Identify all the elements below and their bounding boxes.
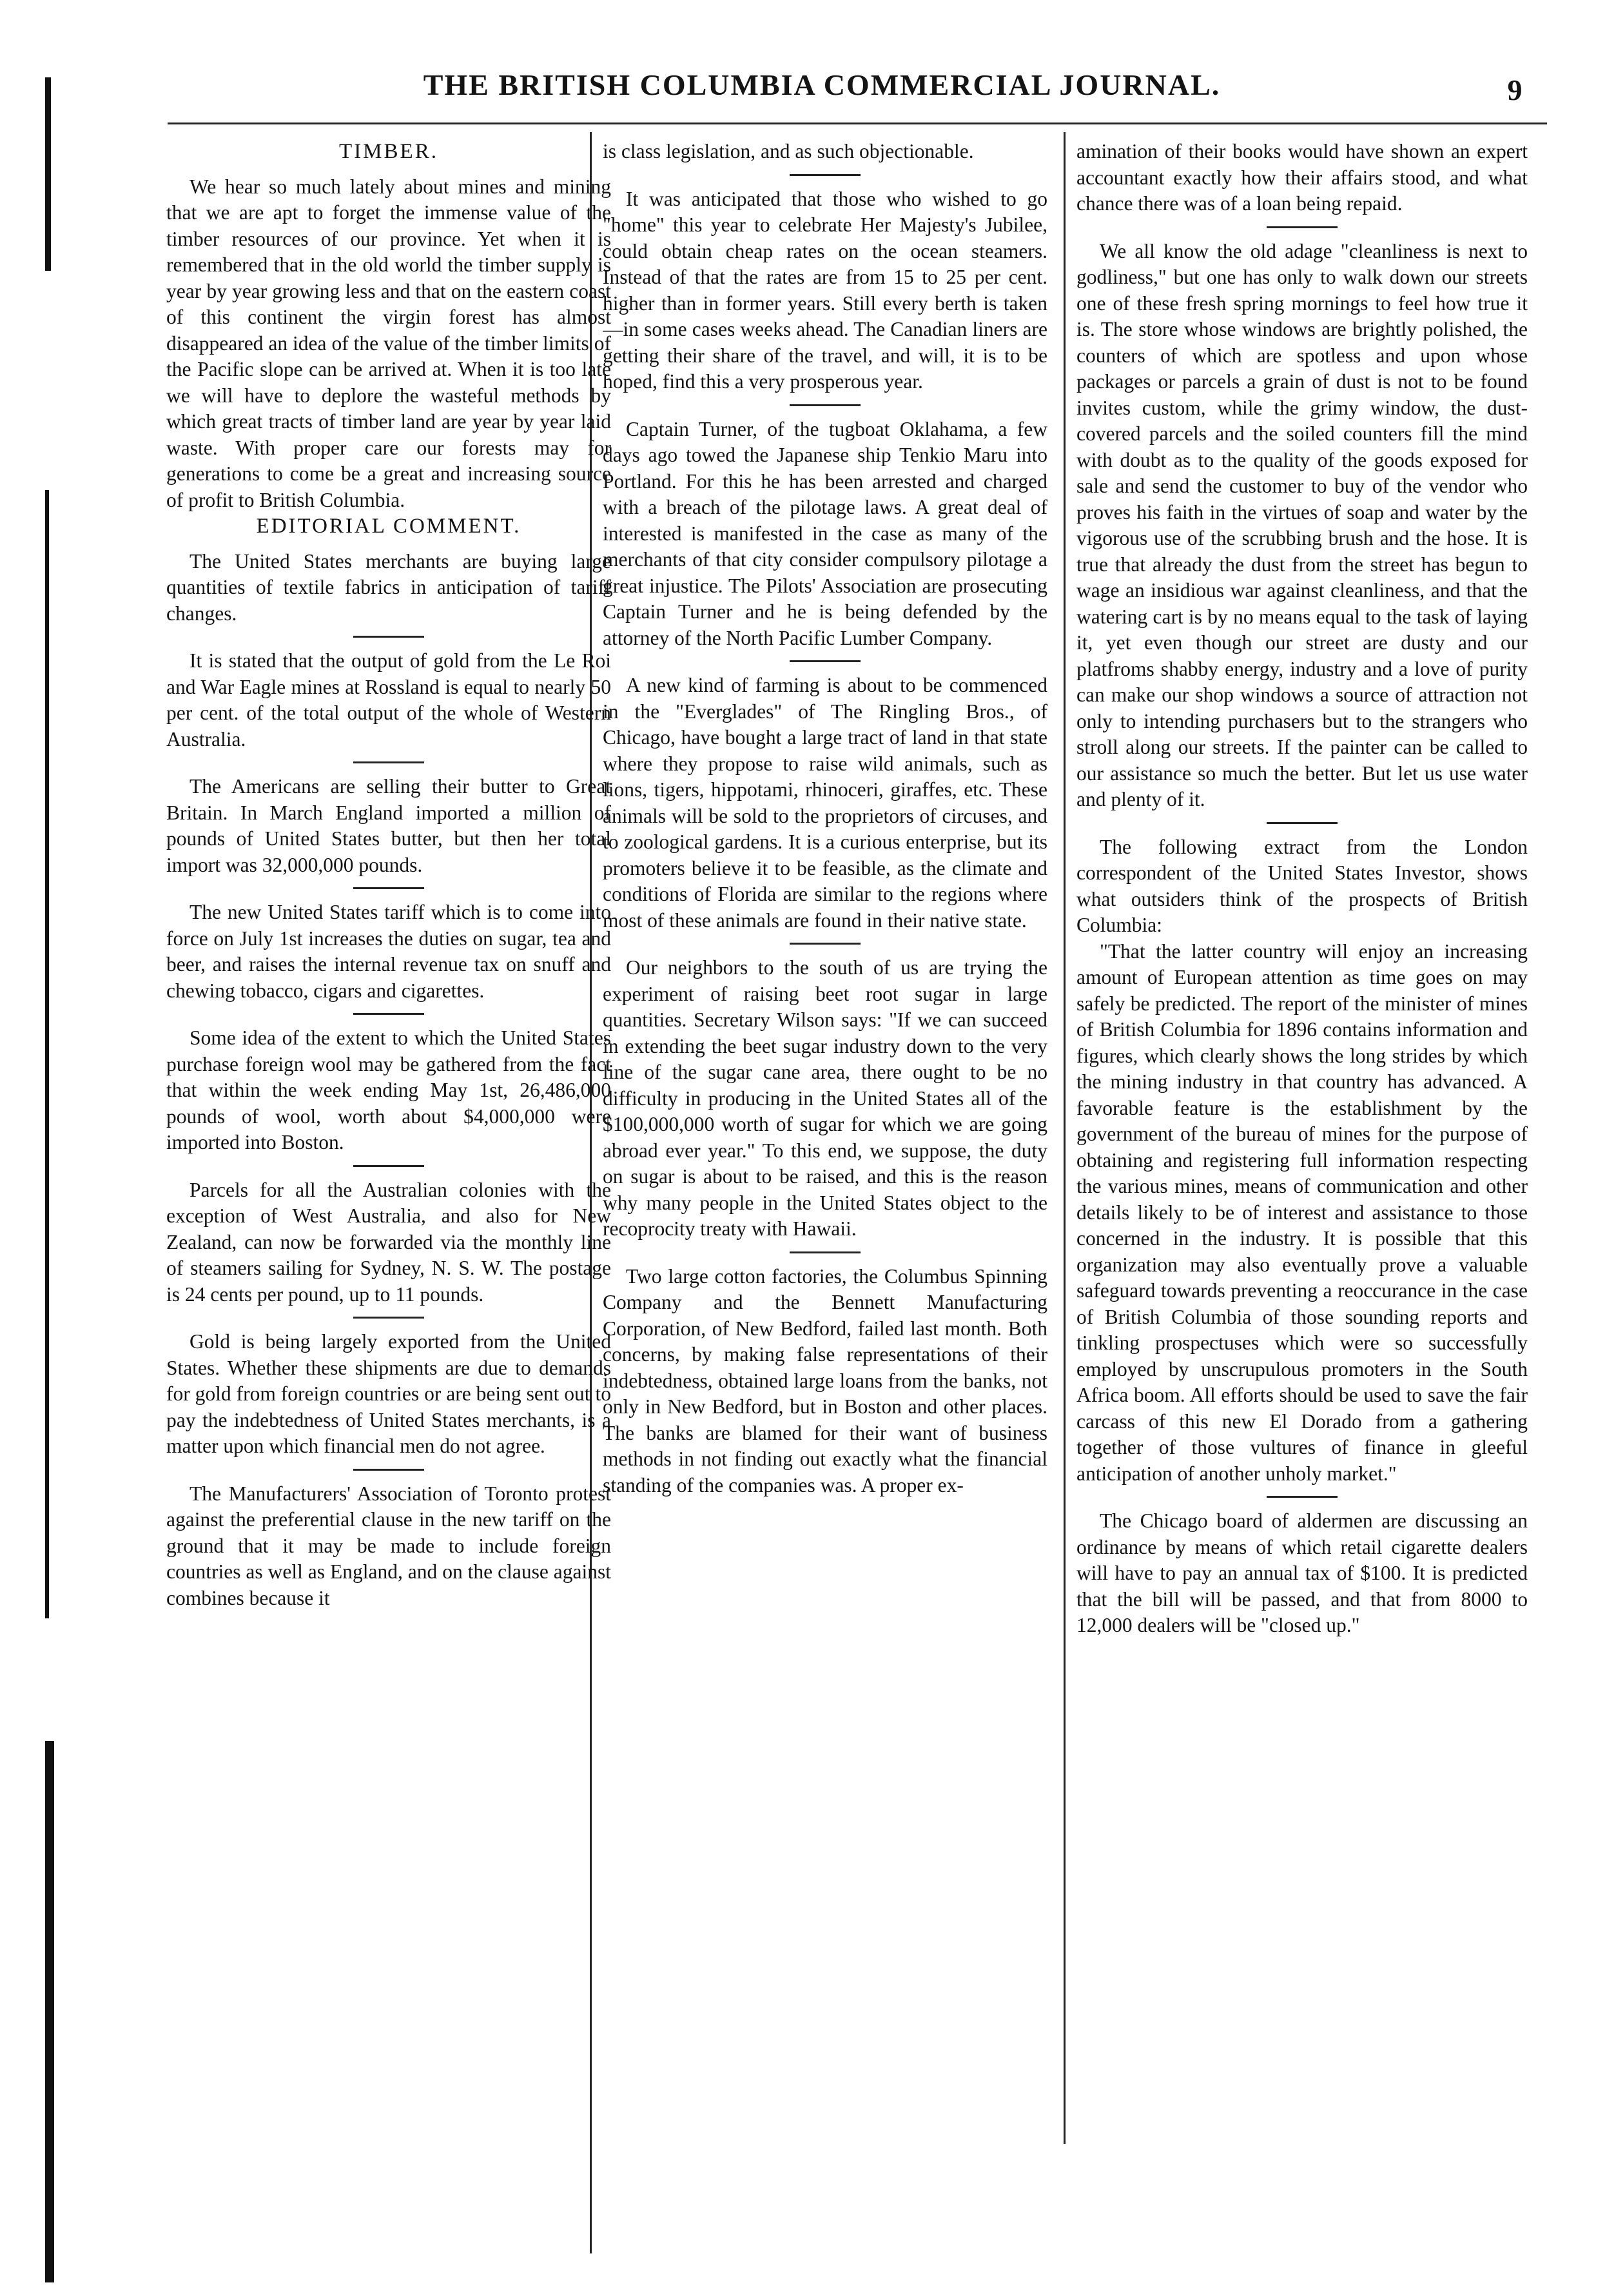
item-separator: [353, 1317, 424, 1319]
item-separator: [790, 174, 861, 176]
article-paragraph: It is stated that the output of gold from the Le Roi and War Eagle mines at Rossland is equal to nearly 50 per cent. of the total output of the whole of Western Australia.: [166, 649, 611, 751]
item-separator: [353, 761, 424, 763]
article-paragraph: Captain Turner, of the tugboat Oklahama, a few days ago towed the Japanese ship Tenkio Maru into Portland. For this he has been arrested and charged with a breach of the pilotage laws. A great deal of interested is manifested in the case as many of the merchants of that city consider compulsory pilotage a great injustice. The Pilots' Association are prosecuting Captain Turner and he is being defended by the attorney of the North Pacific Lumber Company.: [603, 417, 1047, 649]
item-separator: [790, 660, 861, 662]
item-separator: [1267, 226, 1338, 228]
column-2: [603, 139, 1047, 2266]
item-separator: [353, 636, 424, 638]
article-paragraph: We hear so much lately about mines and mining that we are apt to forget the immense value of the timber resources of our province. Yet when it is remembered that in the old world the timber supply is year by year growing less and that on the eastern coast of this continent the virgin forest has almost disappeared an idea of the value of the timber limits of the Pacific slope can be arrived at. When it is too late we will have to deplore the wasteful methods by which great tracts of timber land are year by year laid waste. With proper care our forests may for generations to come be a great and increasing source of profit to British Columbia.: [166, 175, 611, 511]
article-paragraph: Our neighbors to the south of us are trying the experiment of raising beet root sugar in large quantities. Secretary Wilson says: "If we can succeed in extending the beet sugar industry down to the very line of the sugar cane area, there ought to be no difficulty in producing in the United States all of the $100,000,000 worth of sugar for which we are going abroad ever year." To this end, we suppose, the duty on sugar is about to be raised, and this is the reason why many people in the United States object to the recoprocity treaty with Hawaii.: [603, 956, 1047, 1240]
article-paragraph: is class legislation, and as such objectionable.: [603, 140, 974, 162]
article-paragraph: The Manufacturers' Association of Toronto protest against the preferential clause in the new tariff on the ground that it may be made to include foreign countries as well as England, and on the clause against combines because it: [166, 1482, 611, 1609]
item-separator: [790, 943, 861, 945]
article-paragraph: The Americans are selling their butter to Great Britain. In March England imported a million of pounds of United States butter, but then her total import was 32,000,000 pounds.: [166, 775, 611, 876]
binding-mark: [45, 1741, 54, 2282]
item-separator: [353, 1165, 424, 1167]
article-paragraph: The United States merchants are buying large quantities of textile fabrics in anticipation of tariff changes.: [166, 549, 611, 625]
article-paragraph: amination of their books would have shown an expert accountant exactly how their affairs stood, and what chance there was of a loan being repaid.: [1076, 140, 1528, 215]
article-paragraph: It was anticipated that those who wished to go "home" this year to celebrate Her Majesty's Jubilee, could obtain cheap rates on the ocean steamers. Instead of that the rates are from 15 to 25 per cent. higher than in former years. Still every berth is taken—in some cases weeks ahead. The Canadian liners are getting their share of the travel, and will, it is to be hoped, find this a very prosperous year.: [603, 187, 1047, 393]
article-paragraph: Some idea of the extent to which the United States purchase foreign wool may be gathered from the fact that within the week ending May 1st, 26,486,000 pounds of wool, worth about $4,000,000 were imported into Boston.: [166, 1026, 611, 1153]
item-separator: [1267, 822, 1338, 824]
article-paragraph: Gold is being largely exported from the United States. Whether these shipments are due to demands for gold from foreign countries or are being sent out to pay the indebtedness of United States merchants, is a matter upon which financial men do not agree.: [166, 1330, 611, 1457]
item-separator: [1267, 1496, 1338, 1498]
page-header: [0, 68, 1616, 119]
section-heading: EDITORIAL COMMENT.: [256, 515, 521, 538]
item-separator: [790, 404, 861, 406]
article-paragraph: Two large cotton factories, the Columbus Spinning Company and the Bennett Manufacturing Corporation, of New Bedford, failed last month. Both concerns, by making false representations of their indebtedness, obtained large loans from the banks, not only in New Bedford, but in Boston and other places. The banks are blamed for their want of business methods in not finding out exactly what the financial standing of the companies was. A proper ex-: [603, 1264, 1047, 1496]
article-paragraph: The new United States tariff which is to come into force on July 1st increases the duties on sugar, tea and beer, and raises the internal revenue tax on snuff and chewing tobacco, cigars and cigarettes.: [166, 901, 611, 1002]
article-paragraph: We all know the old adage "cleanliness is next to godliness," but one has only to walk down our streets one of these fresh spring mornings to feel how true it is. The store whose windows are brightly polished, the counters of which are spotless and upon whose packages or parcels a grain of dust is not to be found invites custom, while the grimy window, the dust-covered parcels and the soiled counters fill the mind with doubt as to the quality of the goods exposed for sale and send the customer to buy of the vendor who proves his faith in the virtues of soap and water by the vigorous use of the scrubbing brush and the hose. It is true that already the dust from the street has begun to wage an insidious war against cleanliness, and that the watering cart is by no means equal to the task of laying it, yet even though our street are dusty and our platfroms shabby energy, industry and a love of purity can make our shop windows a source of attraction not only to intending purchasers but to the strangers who stroll along our streets. If the painter can be called to our assistance so much the better. But let us use water and plenty of it.: [1076, 239, 1528, 810]
article-paragraph: The Chicago board of aldermen are discussing an ordinance by means of which retail cigarette dealers will have to pay an annual tax of $100. It is predicted that the bill will be passed, and that from 8000 to 12,000 dealers will be "closed up.": [1076, 1509, 1528, 1636]
binding-mark: [45, 490, 49, 1618]
section-heading: TIMBER.: [339, 140, 438, 163]
item-separator: [790, 1251, 861, 1253]
item-separator: [353, 887, 424, 889]
article-paragraph: The following extract from the London correspondent of the United States Investor, shows what outsiders think of the prospects of British Columbia:: [1076, 835, 1528, 936]
article-paragraph: Parcels for all the Australian colonies with the exception of West Australia, and also for New Zealand, can now be forwarded via the monthly line of steamers sailing for Sydney, N. S. W. The postage is 24 cents per pound, up to 11 pounds.: [166, 1178, 611, 1306]
journal-title: THE BRITISH COLUMBIA COMMERCIAL JOURNAL.: [423, 68, 1221, 101]
article-paragraph: A new kind of farming is about to be commenced in the "Everglades" of The Ringling Bros., of Chicago, have bought a large tract of land in that state where they propose to raise wild animals, such as lions, tigers, hippotami, rhinoceri, giraffes, etc. These animals will be sold to the proprietors of circuses, and to zoological gardens. It is a curious enterprise, but its promoters believe it to be feasible, as the climate and conditions of Florida are similar to the regions where most of these animals are found in their native state.: [603, 674, 1047, 932]
header-rule: [168, 123, 1547, 124]
item-separator: [353, 1469, 424, 1471]
column-divider: [1064, 132, 1066, 2144]
page-number: 9: [1507, 74, 1523, 106]
column-3: [1076, 139, 1528, 2266]
item-separator: [353, 1013, 424, 1015]
column-1: [166, 139, 611, 2266]
article-paragraph: "That the latter country will enjoy an increasing amount of European attention as time goes on may safely be predicted. The report of the minister of mines of British Columbia for 1896 contains information and figures, which clearly shows the long strides by which the mining industry in that country has advanced. A favorable feature is the establishment by the government of the bureau of mines for the purpose of obtaining and registering full information respecting the various mines, means of communication and other details likely to be of interest and assistance to those concerned in the industry. It is possible that this organization may also eventually prove a valuable safeguard towards preventing a reoccurance in the case of British Columbia of those sounding reports and tinkling prospectuses which were so successfully employed by unscrupulous promoters in the South Africa boom. All efforts should be used to save the fair carcass of this new El Dorado from a gathering together of those vultures of finance in gleeful anticipation of another unholy market.": [1076, 939, 1528, 1485]
